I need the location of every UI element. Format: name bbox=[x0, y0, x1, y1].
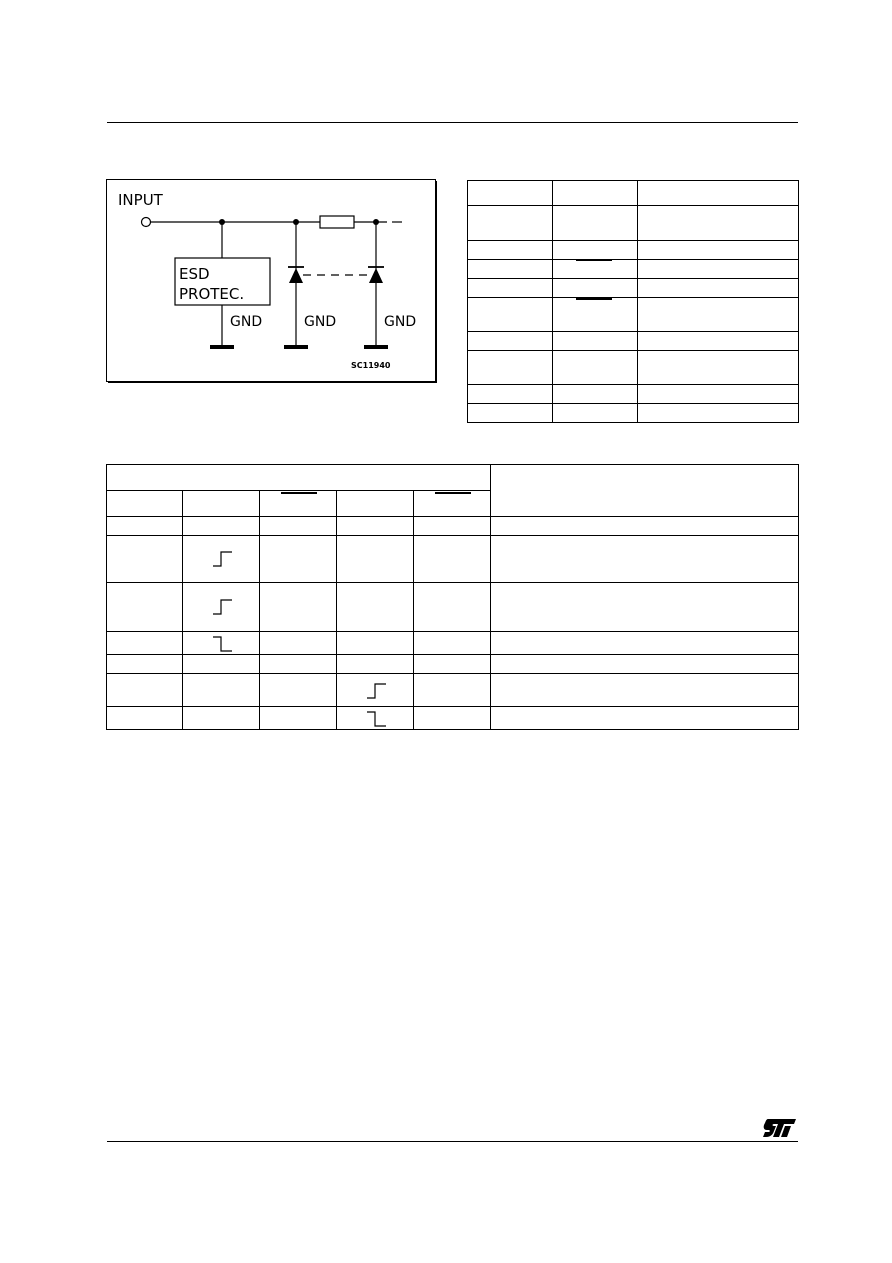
table-row bbox=[107, 536, 799, 583]
input-terminal bbox=[142, 218, 151, 227]
table-row bbox=[107, 655, 799, 674]
table-row bbox=[107, 674, 799, 707]
rising-edge-icon bbox=[212, 598, 234, 616]
pin-description-table bbox=[467, 180, 799, 423]
figure-code: SC11940 bbox=[351, 361, 391, 370]
falling-edge-icon bbox=[212, 635, 234, 653]
table-row bbox=[468, 181, 799, 206]
falling-edge-icon bbox=[366, 710, 388, 728]
esd-label: ESD bbox=[179, 265, 210, 283]
diode-1 bbox=[289, 268, 303, 283]
table-row bbox=[468, 385, 799, 404]
table-row bbox=[468, 298, 799, 332]
table-row bbox=[468, 206, 799, 241]
overline-mark bbox=[576, 259, 612, 261]
table-row bbox=[107, 632, 799, 655]
overline-mark bbox=[281, 492, 317, 494]
table-row bbox=[468, 241, 799, 260]
overline-mark bbox=[435, 492, 471, 494]
input-label: INPUT bbox=[118, 191, 163, 209]
table-row bbox=[107, 707, 799, 730]
gnd-label-1: GND bbox=[230, 314, 263, 330]
rising-edge-icon bbox=[212, 550, 234, 568]
series-resistor bbox=[320, 216, 354, 228]
input-circuit-figure bbox=[106, 179, 437, 383]
gnd-label-3: GND bbox=[384, 314, 417, 330]
pin-overline-cell bbox=[553, 298, 638, 332]
table-row bbox=[468, 260, 799, 279]
st-logo-icon bbox=[762, 1117, 798, 1139]
overline-mark bbox=[576, 298, 612, 300]
diode-2 bbox=[369, 268, 383, 283]
pin-overline-cell bbox=[553, 260, 638, 279]
footer-rule bbox=[107, 1141, 798, 1142]
rising-edge-icon bbox=[366, 682, 388, 700]
table-row bbox=[468, 279, 799, 298]
table-row bbox=[468, 351, 799, 385]
truth-table bbox=[106, 464, 799, 730]
table-row bbox=[107, 517, 799, 536]
header-rule bbox=[107, 122, 798, 123]
protec-label: PROTEC. bbox=[179, 285, 245, 303]
gnd-label-2: GND bbox=[304, 314, 337, 330]
table-row bbox=[107, 583, 799, 632]
table-row bbox=[107, 465, 799, 491]
table-row bbox=[468, 404, 799, 423]
table-row bbox=[468, 332, 799, 351]
